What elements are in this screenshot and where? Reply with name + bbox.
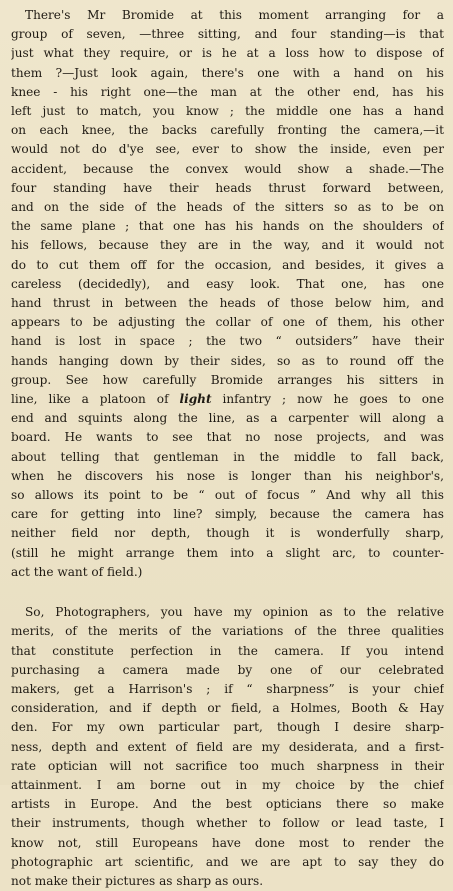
- text-line: when he discovers his nose is longer than his neighbor's,: [11, 468, 444, 483]
- text-line: their instruments, though whether to follow or lead taste, I: [11, 816, 444, 831]
- text-line: board. He wants to see that no nose projects, and was: [11, 430, 444, 445]
- text-line: den. For my own particular part, though I desire sharp-: [11, 720, 444, 735]
- text-segment: line, like a platoon of: [11, 392, 180, 407]
- text-line: knee - his right one—the man at the other end, has his: [11, 84, 444, 99]
- text-line: his fellows, because they are in the way, and it would not: [11, 238, 444, 253]
- text-line: just what they require, or is he at a loss how to dispose of: [11, 46, 444, 61]
- text-segment: infantry ; now he goes to one: [211, 392, 444, 407]
- text-line: accident, because the convex would show a shade.—The: [11, 161, 444, 176]
- text-line: end and squints along the line, as a carpenter will along a: [11, 411, 444, 426]
- italic-word: light: [179, 392, 212, 407]
- text-line: hand thrust in between the heads of those below him, and: [11, 296, 444, 311]
- text-line: ness, depth and extent of field are my desiderata, and a first-: [11, 739, 444, 754]
- text-line-with-italic: [11, 390, 444, 409]
- text-line: them ?—Just look again, there's one with a hand on his: [11, 65, 444, 80]
- text-line: makers, get a Harrison's ; if “ sharpness” is your chief: [11, 681, 444, 696]
- paragraph-photographers: [11, 603, 444, 891]
- text-line: attainment. I am borne out in my choice by the chief: [11, 777, 444, 792]
- text-line: the same plane ; that one has his hands on the shoulders of: [11, 219, 444, 234]
- text-line: would not do d'ye see, ever to show the inside, even per: [11, 142, 444, 157]
- text-line: appears to be adjusting the collar of one of them, his other: [11, 315, 444, 330]
- text-line: group of seven, —three sitting, and four standing—is that: [11, 27, 444, 42]
- text-line: that constitute perfection in the camera. If you intend: [11, 643, 444, 658]
- text-line: care for getting into line? simply, because the camera has: [11, 507, 444, 522]
- text-line: careless (decidedly), and easy look. That one, has one: [11, 276, 444, 291]
- text-line: hands hanging down by their sides, so as to round off the: [11, 353, 444, 368]
- text-line: photographic art scientific, and we are apt to say they do: [11, 854, 444, 869]
- text-line: merits, of the merits of the variations of the three qualities: [11, 624, 444, 639]
- text-line: on each knee, the backs carefully fronting the camera,—it: [11, 123, 444, 138]
- text-line: four standing have their heads thrust forward between,: [11, 180, 444, 195]
- text-line: know not, still Europeans have done most to render the: [11, 835, 444, 850]
- text-line: so allows its point to be “ out of focus ” And why all this: [11, 488, 444, 503]
- text-line: rate optician will not sacrifice too much sharpness in their: [11, 758, 444, 773]
- text-line: purchasing a camera made by one of our celebrated: [11, 662, 444, 677]
- text-line: about telling that gentleman in the middle to fall back,: [11, 449, 444, 464]
- text-line: do to cut them off for the occasion, and besides, it gives a: [11, 257, 444, 272]
- text-line: neither field nor depth, though it is wonderfully sharp,: [11, 526, 444, 541]
- text-line: left just to match, you know ; the middle one has a hand: [11, 104, 444, 119]
- text-line: There's Mr Bromide at this moment arranging for a: [25, 8, 444, 22]
- paragraph-bromide-group: [11, 6, 444, 582]
- text-line: (still he might arrange them into a slight arc, to counter-: [11, 545, 444, 560]
- text-line: and on the side of the heads of the sitters so as to be on: [11, 200, 444, 215]
- text-line: hand is lost in space ; the two “ outsiders” have their: [11, 334, 444, 349]
- text-line: consideration, and if depth or field, a Holmes, Booth & Hay: [11, 701, 444, 716]
- text-line: group. See how carefully Bromide arranges his sitters in: [11, 372, 444, 387]
- text-line: So, Photographers, you have my opinion as to the relative: [25, 605, 444, 620]
- text-line: not make their pictures as sharp as ours.: [11, 873, 264, 888]
- text-line: act the want of field.): [11, 564, 143, 579]
- text-line: artists in Europe. And the best opticians there so make: [11, 797, 444, 812]
